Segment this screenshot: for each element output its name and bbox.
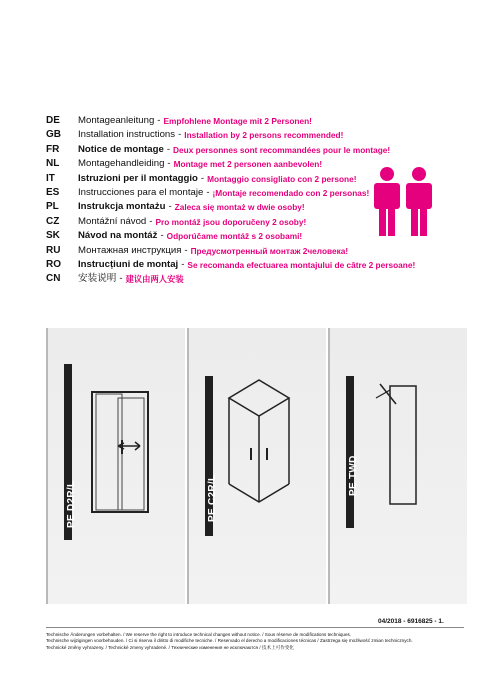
instruction-row bbox=[46, 258, 446, 272]
instruction-title: Návod na montáž bbox=[78, 230, 158, 242]
instruction-title: Notice de montage bbox=[78, 143, 164, 155]
technical-disclaimer bbox=[46, 632, 466, 651]
recommendation-note: Предусмотренный монтаж 2человека! bbox=[190, 245, 349, 256]
separator: - bbox=[206, 186, 210, 198]
language-code: IT bbox=[46, 172, 55, 184]
instruction-title: Montážní návod bbox=[78, 215, 147, 227]
separator: - bbox=[149, 215, 153, 227]
recommendation-note: Odporúčame montáž s 2 osobami! bbox=[166, 231, 303, 242]
sliding-door-diagram bbox=[48, 328, 185, 604]
instruction-title: Istruzioni per il montaggio bbox=[78, 172, 198, 184]
recommendation-note: Installation by 2 persons recommended! bbox=[184, 130, 344, 141]
language-code: RU bbox=[46, 244, 61, 256]
separator: - bbox=[119, 273, 123, 285]
instruction-row bbox=[46, 114, 446, 128]
separator: - bbox=[157, 115, 161, 126]
language-code: SK bbox=[46, 230, 60, 242]
language-code: FR bbox=[46, 143, 60, 155]
language-code: RO bbox=[46, 258, 61, 270]
language-code: NL bbox=[46, 158, 60, 170]
recommendation-note: Montaggio consigliato con 2 persone! bbox=[207, 173, 357, 184]
recommendation-note: Se recomanda efectuarea montajului de câtre 2 persoane! bbox=[187, 259, 416, 270]
disclaimer-line: Technische wijzigingen voorbehouden. / Ci si riserva il diritto di modifiche tecniche. / Reservado el derecho a modificaciones técnicas / Zastrzega się możliwość zmian technicznych. bbox=[46, 638, 413, 644]
recommendation-note: Pro montáž jsou doporučeny 2 osoby! bbox=[155, 216, 307, 227]
instruction-title: Instrucciones para el montaje bbox=[78, 186, 204, 198]
disclaimer-line: Technische Änderungen vorbehalten. / We reserve the right to introduce technical changes without notice. / Sous réserve de modifications techniques. bbox=[46, 632, 352, 637]
separator: - bbox=[160, 230, 164, 242]
recommendation-note: 建议由两人安装 bbox=[125, 274, 184, 285]
recommendation-note: Montage met 2 personen aanbevolen! bbox=[173, 159, 323, 170]
separator: - bbox=[167, 158, 171, 170]
product-variants bbox=[46, 328, 464, 604]
language-code: GB bbox=[46, 129, 61, 141]
language-code: ES bbox=[46, 186, 60, 198]
separator: - bbox=[166, 143, 171, 155]
language-code: DE bbox=[46, 115, 60, 126]
instruction-title: Instrukcja montażu bbox=[78, 201, 166, 213]
panel-pe-twd[interactable] bbox=[328, 328, 467, 604]
recommendation-note: Zaleca się montaż w dwie osoby! bbox=[174, 202, 305, 213]
panel-label: PE TWD bbox=[348, 455, 359, 496]
disclaimer-line: Technické změny vyhrazeny. / Technické zmeny vyhradené. / Технические изменения не исключаются / 技术上可作变化 bbox=[46, 644, 295, 650]
instruction-title: Installation instructions bbox=[78, 129, 176, 141]
instruction-title: Instrucțiuni de montaj bbox=[78, 258, 179, 270]
panel-pe-d2r[interactable] bbox=[46, 328, 185, 604]
separator: - bbox=[200, 172, 205, 184]
instruction-title: Montageanleitung bbox=[78, 115, 155, 126]
instruction-row bbox=[46, 244, 446, 258]
separator: - bbox=[181, 258, 185, 270]
footer-divider bbox=[46, 627, 464, 628]
separator: - bbox=[178, 129, 182, 141]
instruction-row bbox=[46, 143, 446, 157]
language-code: PL bbox=[46, 201, 59, 213]
recommendation-note: Deux personnes sont recommandées pour le montage! bbox=[173, 144, 391, 155]
separator: - bbox=[168, 201, 172, 213]
two-persons-icon bbox=[372, 166, 436, 238]
separator: - bbox=[184, 244, 188, 256]
document-code: 04/2018 - 6916825 - 1. bbox=[378, 618, 444, 625]
instruction-row bbox=[46, 272, 446, 286]
panel-label: PE C2R/L bbox=[207, 474, 218, 522]
language-code: CN bbox=[46, 273, 61, 285]
language-code: CZ bbox=[46, 215, 60, 227]
panel-label: PE D2R/L bbox=[66, 480, 77, 528]
instruction-title: Монтажная инструкция bbox=[78, 244, 182, 256]
panel-pe-c2r[interactable] bbox=[187, 328, 326, 604]
instruction-row bbox=[46, 128, 446, 142]
instruction-title: 安装说明 bbox=[78, 273, 117, 285]
corner-entry-diagram bbox=[189, 328, 326, 604]
recommendation-note: Empfohlene Montage mit 2 Personen! bbox=[163, 116, 312, 126]
recommendation-note: ¡Montaje recomendado con 2 personas! bbox=[212, 187, 370, 198]
instruction-title: Montagehandleiding bbox=[78, 158, 165, 170]
